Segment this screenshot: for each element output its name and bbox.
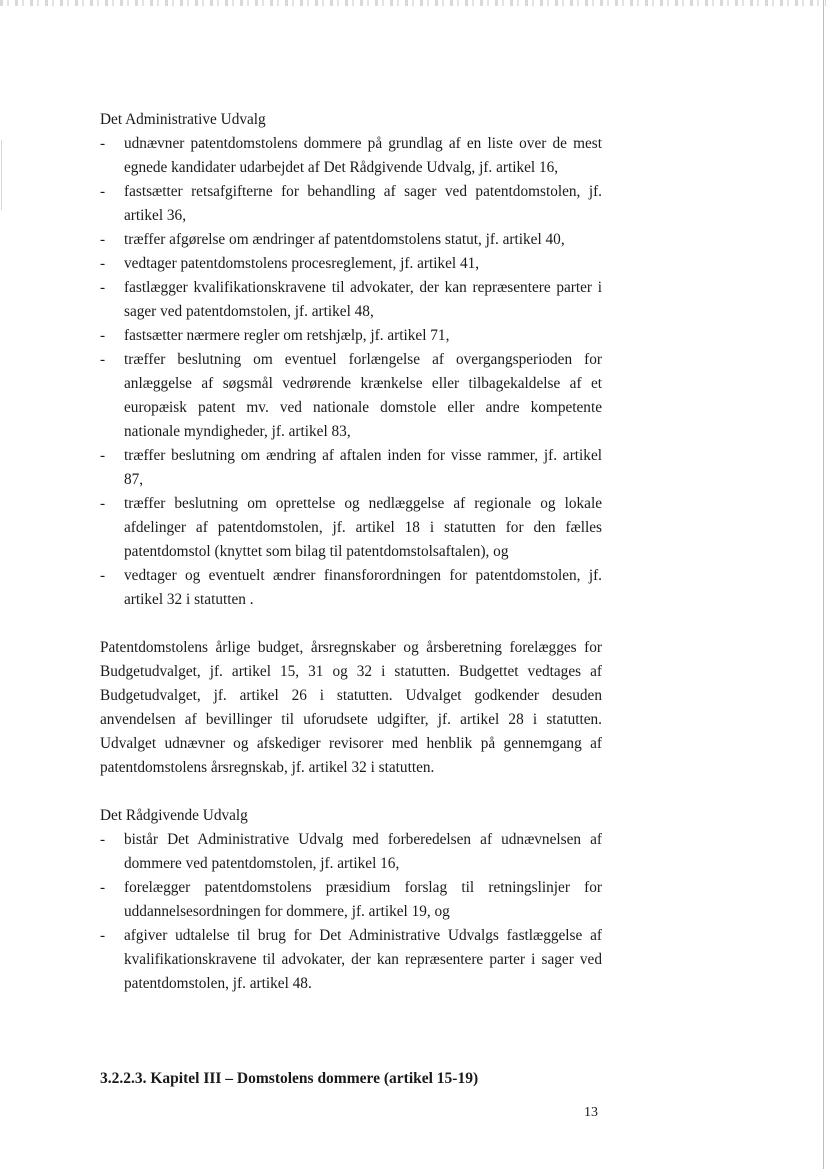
- list-item-text: fastlægger kvalifikationskravene til advokater, der kan repræsentere parter i sager ved patentdomstolen, jf. artikel 48,: [124, 279, 602, 320]
- list-item: [100, 252, 602, 276]
- list-item: [100, 876, 602, 924]
- dash-bullet: -: [100, 447, 106, 464]
- scan-mark-left: [1, 140, 2, 210]
- list-item: [100, 228, 602, 252]
- list-item-text: bistår Det Administrative Udvalg med forberedelsen af udnævnelsen af dommere ved patentdomstolen, jf. artikel 16,: [124, 831, 602, 872]
- list-item: [100, 324, 602, 348]
- scan-edge-top: [0, 0, 826, 6]
- page-number: 13: [584, 1105, 598, 1120]
- list-item-text: vedtager og eventuelt ændrer finansforordningen for patentdomstolen, jf. artikel 32 i statutten .: [124, 567, 602, 608]
- list-item: [100, 924, 602, 996]
- scan-edge-right: [823, 0, 824, 1169]
- section-title: 3.2.2.3. Kapitel III – Domstolens dommere (artikel 15-19): [100, 1070, 479, 1087]
- list-item: [100, 564, 602, 612]
- dash-bullet: -: [100, 831, 106, 848]
- list-item-text: fastsætter retsafgifterne for behandling af sager ved patentdomstolen, jf. artikel 36,: [124, 183, 602, 224]
- list-item-text: træffer beslutning om oprettelse og nedlæggelse af regionale og lokale afdelinger af patentdomstolen, jf. artikel 18 i statutten for den fælles patentdomstol (knyttet som bilag til patentdomstolsaftalen), og: [124, 495, 602, 560]
- list-item-text: afgiver udtalelse til brug for Det Administrative Udvalgs fastlæggelse af kvalifikationskravene til advokater, der kan repræsentere parter i sager ved patentdomstolen, jf. artikel 48.: [124, 927, 602, 992]
- list-item-text: forelægger patentdomstolens præsidium forslag til retningslinjer for uddannelsesordningen for dommere, jf. artikel 19, og: [124, 879, 602, 920]
- dash-bullet: -: [100, 279, 106, 296]
- dash-bullet: -: [100, 567, 106, 584]
- list-item: [100, 180, 602, 228]
- administrative-duties-list: [100, 132, 602, 612]
- list-item-text: træffer afgørelse om ændringer af patentdomstolens statut, jf. artikel 40,: [124, 231, 565, 248]
- list-item-text: vedtager patentdomstolens procesreglement, jf. artikel 41,: [124, 255, 480, 272]
- list-item-text: træffer beslutning om ændring af aftalen inden for visse rammer, jf. artikel 87,: [124, 447, 602, 488]
- dash-bullet: -: [100, 231, 106, 248]
- section-heading-advisory: Det Rådgivende Udvalg: [100, 807, 248, 824]
- list-item-text: træffer beslutning om eventuel forlængelse af overgangsperioden for anlæggelse af søgsmål vedrørende krænkelse eller tilbagekaldelse af et europæisk patent mv. ved nationale domstole eller andre kompetente nationale myndigheder, jf. artikel 83,: [124, 351, 602, 440]
- list-item-text: fastsætter nærmere regler om retshjælp, jf. artikel 71,: [124, 327, 450, 344]
- dash-bullet: -: [100, 183, 106, 200]
- advisory-duties-list: [100, 828, 602, 996]
- dash-bullet: -: [100, 927, 106, 944]
- list-item-text: udnævner patentdomstolens dommere på grundlag af en liste over de mest egnede kandidater udarbejdet af Det Rådgivende Udvalg, jf. artikel 16,: [124, 135, 602, 176]
- dash-bullet: -: [100, 327, 106, 344]
- list-item: [100, 132, 602, 180]
- dash-bullet: -: [100, 135, 106, 152]
- dash-bullet: -: [100, 495, 106, 512]
- spacer: [100, 780, 602, 804]
- list-item: [100, 444, 602, 492]
- list-item: [100, 348, 602, 444]
- page-body: [100, 108, 602, 996]
- list-item: [100, 276, 602, 324]
- list-item: [100, 828, 602, 876]
- dash-bullet: -: [100, 351, 106, 368]
- budget-paragraph: Patentdomstolens årlige budget, årsregnskaber og årsberetning forelægges for Budgetudvalget, jf. artikel 15, 31 og 32 i statutten. Budgettet vedtages af Budgetudvalget, jf. artikel 26 i statutten. Udvalget godkender desuden anvendelsen af bevillinger til uforudsete udgifter, jf. artikel 28 i statutten. Udvalget udnævner og afskediger revisorer med henblik på gennemgang af patentdomstolens årsregnskab, jf. artikel 32 i statutten.: [100, 639, 602, 776]
- section-heading-administrative: Det Administrative Udvalg: [100, 111, 266, 128]
- spacer: [100, 612, 602, 636]
- list-item: [100, 492, 602, 564]
- dash-bullet: -: [100, 255, 106, 272]
- dash-bullet: -: [100, 879, 106, 896]
